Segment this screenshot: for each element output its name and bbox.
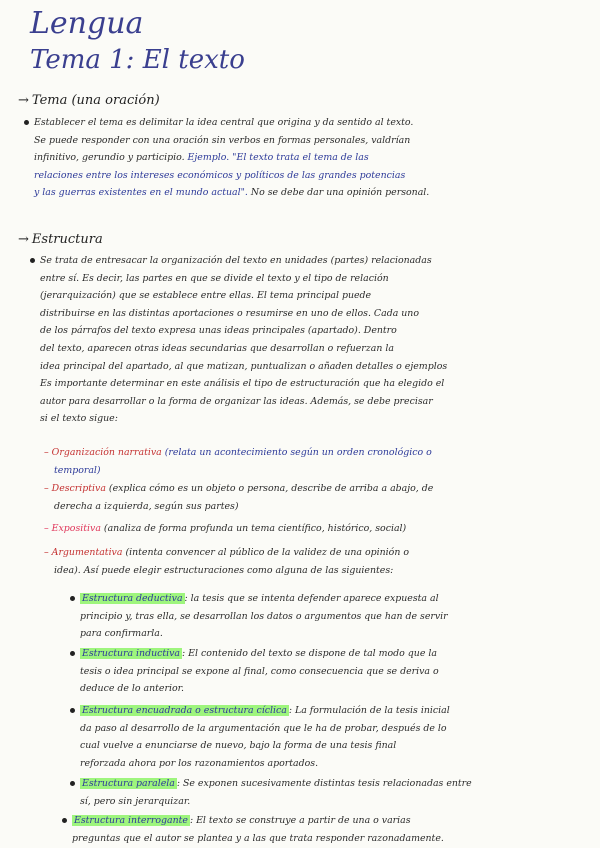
notes-subtitle: Tema 1: El texto <box>30 45 245 75</box>
type-descriptiva: – Descriptiva (explica cómo es un objeto o persona, describe de arriba a abajo, de derecha a izquierda, según sus partes) <box>44 483 434 512</box>
bullet-icon <box>30 258 35 263</box>
bullet-icon <box>70 781 75 786</box>
tema-paragraph: Establecer el tema es delimitar la idea central que origina y da sentido al texto. Se puede responder con una oración sin verbos en formas personales, valdrían infinitivo, gerundio y participio. Ejemplo. "El texto trata el tema de las relaciones entre los intereses económicos y políticos de las grandes potencias y las guerras existentes en el mundo actual". No se debe dar una opinión personal. <box>24 114 584 202</box>
type-expositiva: – Expositiva (analiza de forma profunda un tema científico, histórico, social) <box>44 523 407 534</box>
arrow-right-icon: → <box>18 93 29 108</box>
estructura-paragraph: Se trata de entresacar la organización del texto en unidades (partes) relacionadas entre sí. Es decir, las partes en que se divide el texto y el tipo de relación (jerarquización) que se establece entre ellas. El tema principal puede distribuirse en las distintas aportaciones o resumirse en uno de ellos. Cada uno de los párrafos del texto expresa unas ideas principales (apartado). Dentro del texto, aparecen otras ideas secundarias que desarrollan o refuerzan la idea principal del apartado, al que matizan, puntualizan o añaden detalles o ejemplos Es importante determinar en este análisis el tipo de estructuración que ha elegido el autor para desarrollar o la forma de organizar las ideas. Además, se debe precisar si el texto sigue: <box>30 252 590 428</box>
structure-deductiva: Estructura deductiva : la tesis que se intenta defender aparece expuesta al principio y, tras ella, se desarrollan los datos o argumentos que han de servir para confirmarla. <box>70 590 590 643</box>
tema-heading: → Tema (una oración) <box>18 93 160 108</box>
bullet-icon <box>70 596 75 601</box>
structure-paralela: Estructura paralela : Se exponen sucesivamente distintas tesis relacionadas entre sí, pero sin jerarquizar. <box>70 775 590 810</box>
notes-title: Lengua <box>30 6 144 41</box>
example-label: Ejemplo. <box>187 152 230 164</box>
bullet-icon <box>62 818 67 823</box>
bullet-icon <box>70 651 75 656</box>
structure-encuadrada: Estructura encuadrada o estructura cíclica : La formulación de la tesis inicial da paso al desarrollo de la argumentación que le ha de probar, después de lo cual vuelve a enunciarse de nuevo, bajo la forma de una tesis final reforzada ahora por los razonamientos aportados. <box>70 702 590 772</box>
arrow-right-icon: → <box>18 232 29 247</box>
estructura-heading: → Estructura <box>18 232 103 247</box>
structure-interrogante: Estructura interrogante : El texto se construye a partir de una o varias preguntas que el autor se plantea y a las que trata responder razonadamente. <box>62 812 592 847</box>
bullet-icon <box>24 120 29 125</box>
type-narrativa: – Organización narrativa (relata un acontecimiento según un orden cronológico o temporal) <box>44 447 432 476</box>
structure-inductiva: Estructura inductiva : El contenido del texto se dispone de tal modo que la tesis o idea principal se expone al final, como consecuencia que se deriva o deduce de lo anterior. <box>70 645 590 698</box>
bullet-icon <box>70 708 75 713</box>
type-argumentativa: – Argumentativa (intenta convencer al público de la validez de una opinión o idea). Así puede elegir estructuraciones como alguna de las siguientes: <box>44 547 409 576</box>
